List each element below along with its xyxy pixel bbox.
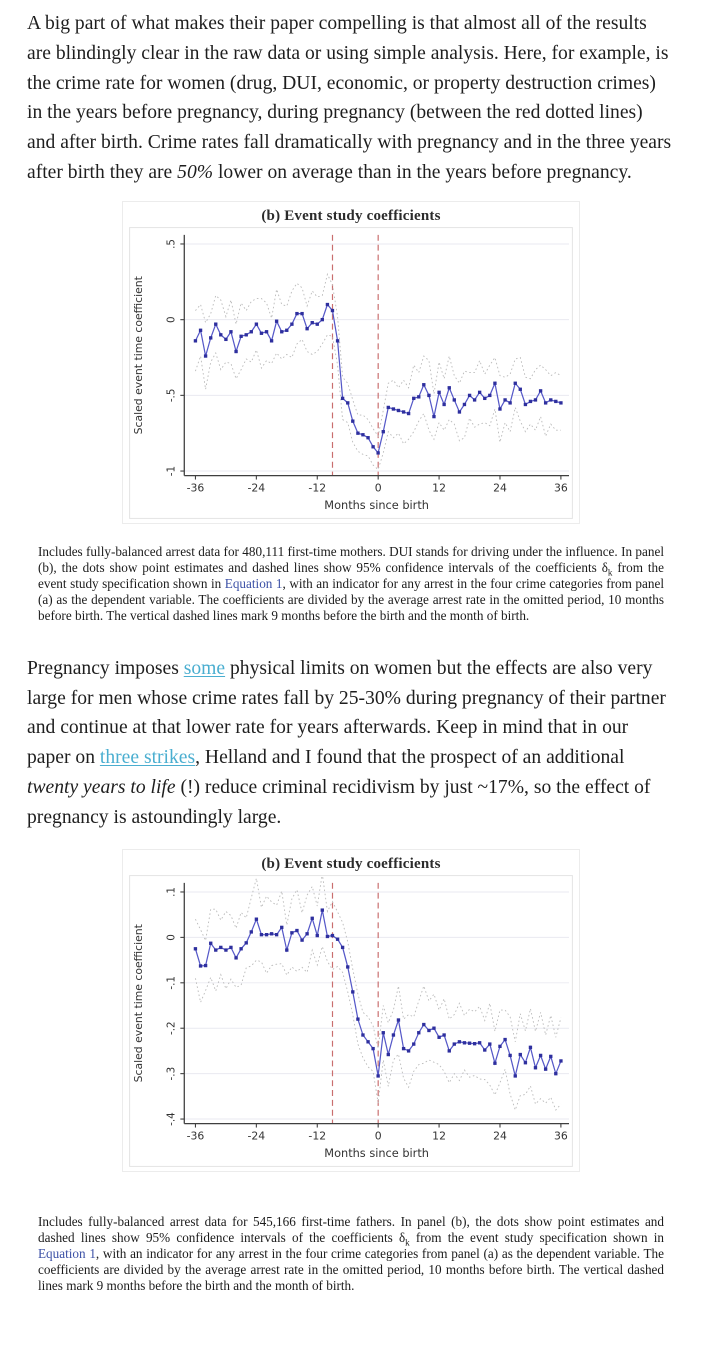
svg-text:36: 36: [553, 481, 568, 495]
text-run: (!) reduce criminal recidivism by just ~17%, so the effect of pregnancy is astoundingly large.: [27, 776, 651, 828]
svg-text:-.3: -.3: [165, 1066, 178, 1081]
svg-text:0: 0: [374, 1128, 382, 1142]
emphasis-text: 50%: [177, 161, 214, 183]
event-study-chart-fathers: [129, 875, 573, 1167]
emphasis-text: twenty years to life: [27, 776, 176, 798]
svg-text:-.2: -.2: [165, 1020, 178, 1035]
y-axis-label: Scaled event time coefficient: [131, 275, 145, 435]
figure-caption-mothers: [38, 544, 664, 624]
figure-event-study-mothers: [122, 201, 580, 524]
chart-title-fathers: (b) Event study coefficients: [261, 855, 441, 872]
svg-text:24: 24: [493, 1128, 507, 1142]
gridlines: [184, 892, 569, 1119]
x-tick-labels: [187, 1123, 568, 1142]
y-tick-labels: [165, 887, 184, 1126]
svg-text:-12: -12: [308, 481, 327, 495]
x-tick-labels: [187, 475, 568, 494]
text-run: , with an indicator for any arrest in the four crime categories from panel (a) as the dependent variable. The coefficients are divided by the average arrest rate in the omitted period, 10 months before birth. The vertical dashed lines mark 9 months before the birth and the month of birth.: [38, 575, 664, 623]
link-equation-1[interactable]: Equation 1: [38, 1245, 96, 1261]
svg-text:-24: -24: [247, 1128, 266, 1142]
gridlines: [184, 244, 569, 471]
text-run: Includes fully-balanced arrest data for 545,166 first-time fathers. In panel (b), the dots show point estimates and dashed lines show 95% confidence intervals of the coefficients δ: [38, 1213, 664, 1245]
svg-text:0: 0: [374, 481, 382, 495]
y-tick-labels: [165, 239, 184, 476]
chart-title-mothers: (b) Event study coefficients: [261, 207, 441, 224]
text-run: , Helland and I found that the prospect of an additional: [195, 747, 625, 769]
plot-region-border: [130, 227, 573, 518]
svg-text:0: 0: [165, 933, 178, 941]
svg-text:36: 36: [553, 1128, 568, 1142]
link-some[interactable]: some: [183, 657, 226, 679]
svg-text:.1: .1: [165, 886, 178, 897]
text-run: A big part of what makes their paper compelling is that almost all of the results are blindingly clear in the raw data or using simple analysis. Here, for example, is the crime rate for women (drug, DUI, economic, or property destruction crimes) in the years before pregnancy, during pregnancy (between the red dotted lines) and after birth. Crime rates fall dramatically with pregnancy and in the three years after birth they are: [27, 13, 672, 183]
svg-text:-24: -24: [247, 481, 266, 495]
svg-text:0: 0: [165, 316, 178, 323]
paragraph-intro: [27, 9, 675, 188]
text-run: Pregnancy imposes: [27, 657, 184, 679]
svg-text:-12: -12: [308, 1128, 327, 1142]
text-run: from the event study specification shown in: [409, 1229, 665, 1245]
axes: [184, 235, 569, 476]
text-run: from the event study specification shown in: [38, 559, 664, 591]
paragraph-men: [27, 654, 675, 833]
figure-event-study-fathers: [122, 849, 580, 1172]
x-axis-label: Months since birth: [324, 1145, 429, 1160]
svg-text:-.1: -.1: [165, 975, 178, 990]
text-run: , with an indicator for any arrest in the four crime categories from panel (a) as the dependent variable. The coefficients are divided by the average arrest rate in the omitted period, 10 months before birth. The vertical dashed lines mark 9 months before the birth and the month of birth.: [38, 1245, 664, 1293]
svg-text:-36: -36: [186, 481, 205, 495]
text-run: Includes fully-balanced arrest data for 480,111 first-time mothers. DUI stands for driving under the influence. In panel (b), the dots show point estimates and dashed lines show 95% confidence intervals of the coefficients δ: [38, 543, 664, 575]
x-axis-label: Months since birth: [324, 497, 429, 512]
event-study-chart-mothers: [129, 227, 573, 519]
figure-caption-fathers: [38, 1214, 664, 1294]
svg-text:12: 12: [432, 481, 446, 495]
link-equation-1[interactable]: Equation 1: [224, 575, 283, 591]
svg-text:-.4: -.4: [165, 1111, 178, 1126]
subscript: k: [405, 1237, 410, 1248]
link-three-strikes[interactable]: three strikes: [99, 747, 196, 769]
y-axis-label: Scaled event time coefficient: [131, 923, 145, 1082]
svg-text:.5: .5: [165, 238, 178, 249]
subscript: k: [607, 567, 613, 578]
axes: [184, 882, 569, 1123]
text-run: lower on average than in the years before pregnancy.: [213, 161, 632, 183]
svg-text:-.5: -.5: [165, 388, 178, 402]
svg-text:-36: -36: [186, 1128, 205, 1142]
svg-text:24: 24: [493, 481, 507, 495]
plot-region-border: [130, 875, 573, 1166]
text-run: physical limits on women but the effects are also very large for men whose crime rates fall by 25-30% during pregnancy of their partner and continue at that lower rate for years afterwards. Keep in mind that in our paper on: [27, 657, 666, 769]
svg-text:-1: -1: [165, 465, 178, 476]
svg-text:12: 12: [432, 1128, 446, 1142]
